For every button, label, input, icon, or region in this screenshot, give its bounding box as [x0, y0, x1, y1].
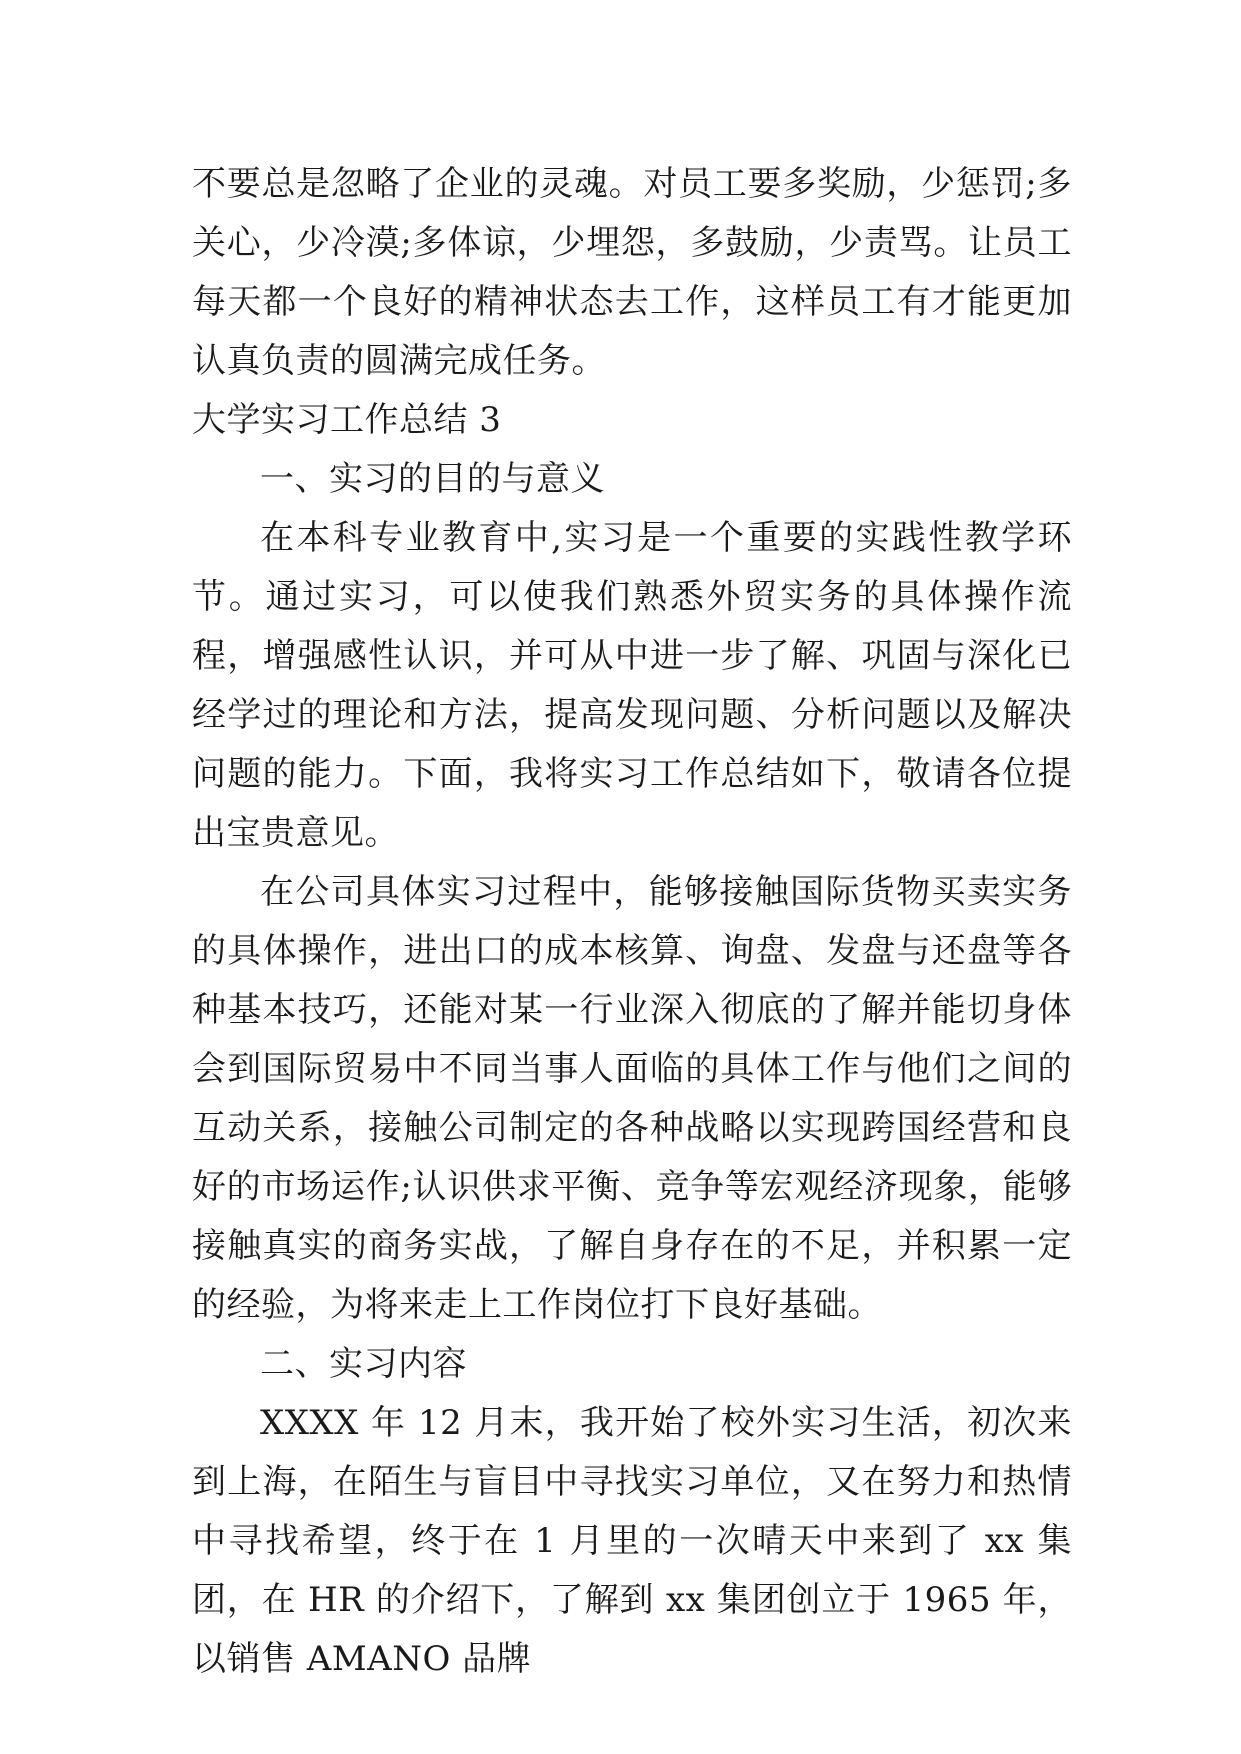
paragraph-purpose-2: 在公司具体实习过程中，能够接触国际货物买卖实务的具体操作，进出口的成本核算、询盘、发盘与还盘等各种基本技巧，还能对某一行业深入彻底的了解并能切身体会到国际贸易中不同当事人面临的具体工作与他们之间的互动关系，接触公司制定的各种战略以实现跨国经营和良好的市场运作;认识供求平衡、竞争等宏观经济现象，能够接触真实的商务实战，了解自身存在的不足，并积累一定的经验，为将来走上工作岗位打下良好基础。 — [192, 872, 1072, 1325]
paragraph-purpose-1: 在本科专业教育中,实习是一个重要的实践性教学环节。通过实习，可以使我们熟悉外贸实务的具体操作流程，增强感性认识，并可从中进一步了解、巩固与深化已经学过的理论和方法，提高发现问题、分析问题以及解决问题的能力。下面，我将实习工作总结如下，敬请各位提出宝贵意见。 — [192, 518, 1072, 853]
section-heading-content: 二、实习内容 — [260, 1344, 467, 1384]
paragraph-continued: 不要总是忽略了企业的灵魂。对员工要多奖励，少惩罚;多关心，少冷漠;多体谅，少埋怨，多鼓励，少责骂。让员工每天都一个良好的精神状态去工作，这样员工有才能更加认真负责的圆满完成任务。 — [192, 164, 1072, 381]
document-body — [192, 155, 1072, 1689]
paragraph-content-1: XXXX 年 12 月末，我开始了校外实习生活，初次来到上海，在陌生与盲目中寻找实习单位，又在努力和热情中寻找希望，终于在 1 月里的一次晴天中来到了 xx 集团，在 HR 的介绍下，了解到 xx 集团创立于 1965 年，以销售 AMANO 品牌 — [192, 1403, 1072, 1679]
section-heading-purpose: 一、实习的目的与意义 — [260, 459, 605, 499]
document-title: 大学实习工作总结 3 — [192, 400, 502, 440]
